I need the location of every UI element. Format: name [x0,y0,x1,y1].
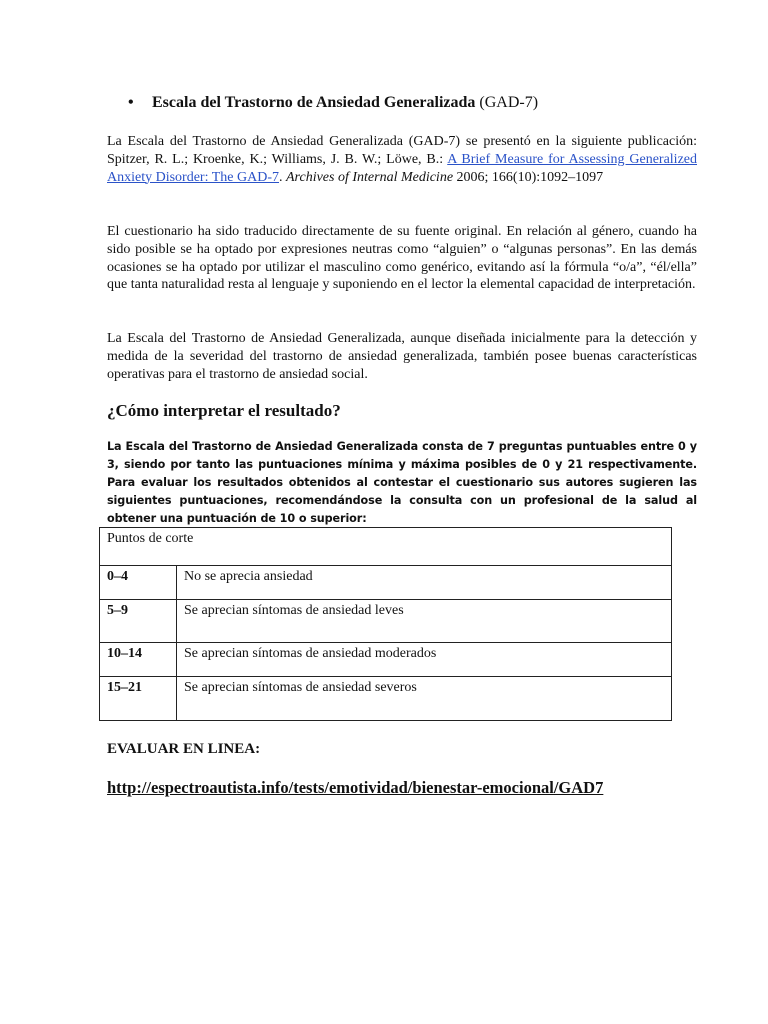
publication-text: La Escala del Trastorno de Ansiedad Generalizada (GAD-7) se presentó en la siguiente publicación: Spitzer, R. L.; Kroenke, K.; Williams, J. B. W.; Löwe, B.: [107,134,697,167]
score-description: Se aprecian síntomas de ansiedad severos [177,677,672,721]
heading-suffix: (GAD-7) [475,94,539,111]
interpretation-paragraph: La Escala del Trastorno de Ansiedad Generalizada consta de 7 preguntas puntuables entre 0 y 3, siendo por tanto las puntuaciones mínima y máxima posibles de 0 y 21 respectivamente. Para evaluar los resultados obtenidos al contestar el cuestionario sus autores sugieren las siguientes puntuaciones, recomendándose la consulta con un profesional de la salud al obtener una puntuación de 10 o superior: [107,440,697,525]
table-row [100,566,672,600]
table-header-row [100,528,672,566]
citation-tail: 2006; 166(10):1092–1097 [453,169,604,185]
journal-name: Archives of Internal Medicine [286,169,454,185]
bullet-icon: • [128,94,134,111]
table-row [100,600,672,643]
score-description: No se aprecia ansiedad [177,566,672,600]
score-range: 10–14 [100,643,177,677]
score-range: 0–4 [100,566,177,600]
heading-title: Escala del Trastorno de Ansiedad Generalizada [152,94,476,111]
table-row [100,677,672,721]
paragraph-usage: La Escala del Trastorno de Ansiedad Generalizada, aunque diseñada inicialmente para la detección y medida de la severidad del trastorno de ansiedad generalizada, también posee buenas características operativas para el trastorno de ansiedad social. [107,331,697,382]
score-description: Se aprecian síntomas de ansiedad moderados [177,643,672,677]
table-header: Puntos de corte [100,528,672,566]
paragraph-publication [107,133,697,186]
score-range: 15–21 [100,677,177,721]
evaluate-url-link[interactable]: http://espectroautista.info/tests/emotividad/bienestar-emocional/GAD7 [107,778,604,797]
table-row [100,643,672,677]
publication-link[interactable]: A Brief Measure for Assessing Generalized Anxiety Disorder: The GAD-7 [107,151,697,185]
publication-after-link: . [279,169,286,185]
score-description: Se aprecian síntomas de ansiedad leves [177,600,672,643]
subheading: ¿Cómo interpretar el resultado? [107,401,341,420]
paragraph-translation: El cuestionario ha sido traducido directamente de su fuente original. En relación al género, cuando ha sido posible se ha optado por expresiones neutras como “alguien” o “algunas personas”. En las demás ocasiones se ha optado por utilizar el masculino como genérico, evitando así la fórmula “o/a”, “él/ella” que tanta naturalidad resta al lenguaje y suponiendo en el lector la elemental capacidad de interpretación. [107,224,697,293]
evaluate-label: EVALUAR EN LINEA: [107,741,261,757]
cutoff-table [99,527,672,721]
section-heading-text [152,93,538,113]
score-range: 5–9 [100,600,177,643]
